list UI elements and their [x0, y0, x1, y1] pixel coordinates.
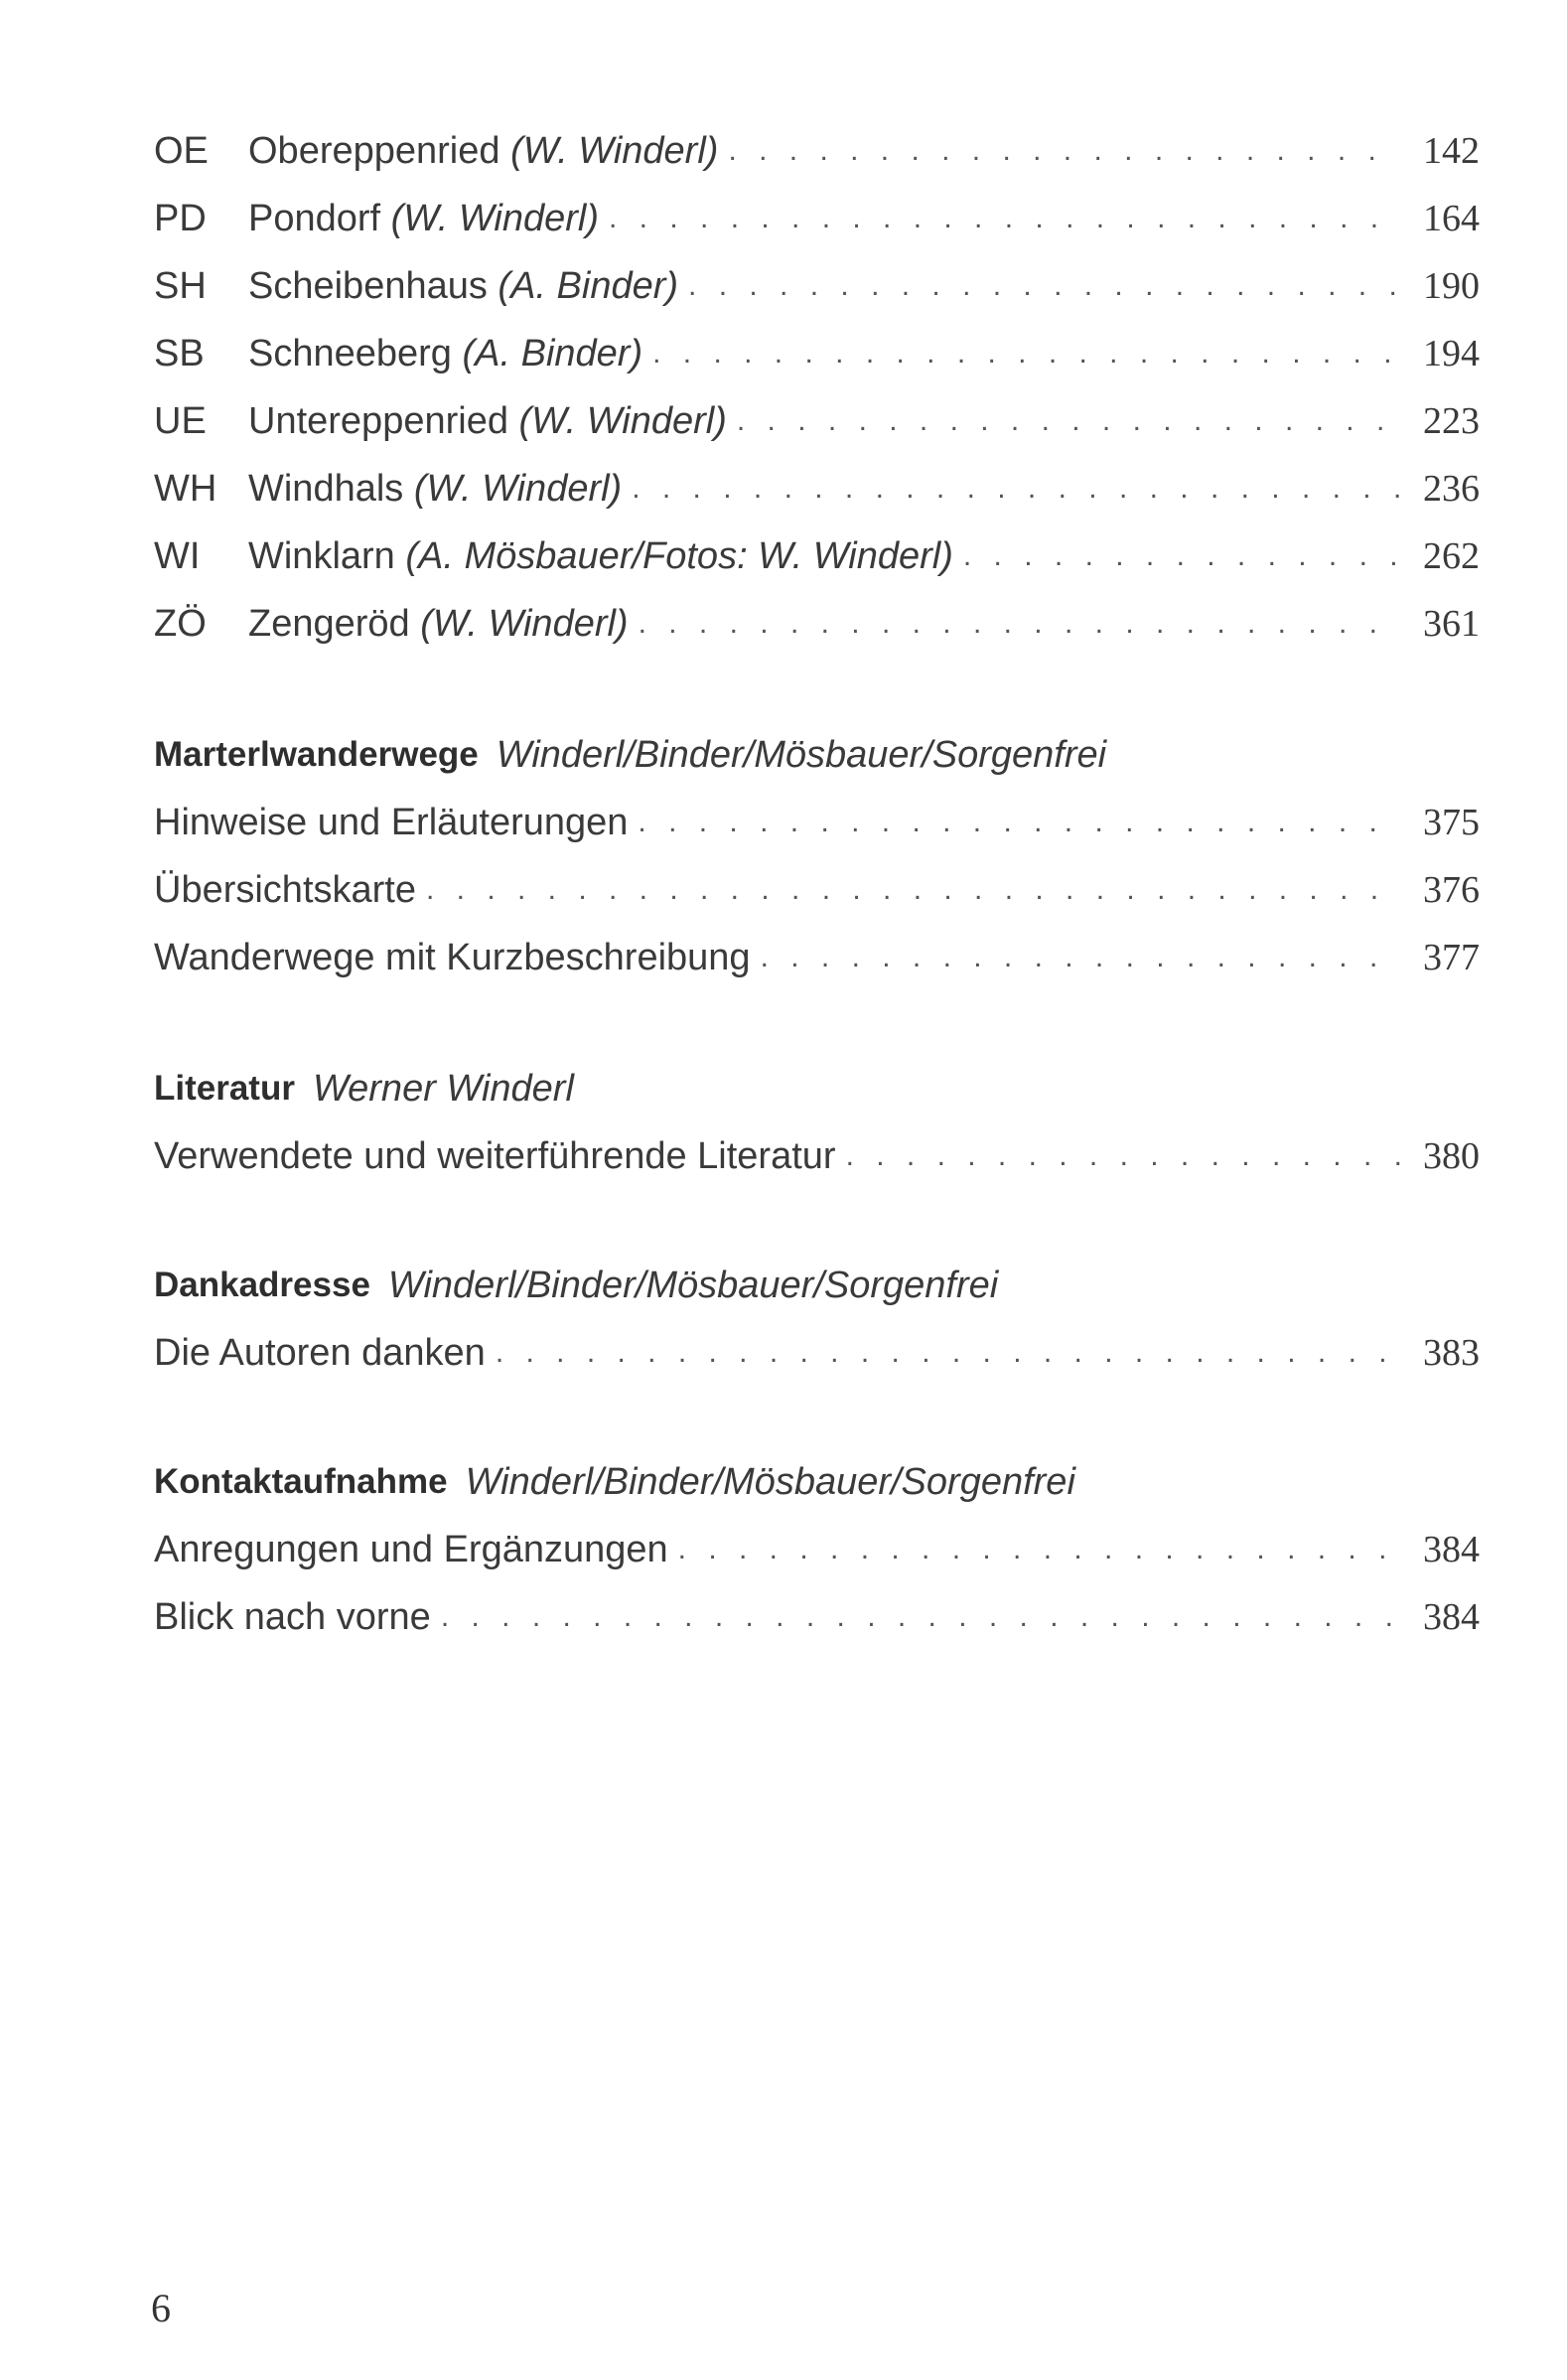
entry-page-number: 194 — [1423, 333, 1480, 374]
toc-entry-autoren-danken[interactable] — [154, 1319, 1480, 1375]
toc-entry-anregungen[interactable] — [154, 1516, 1480, 1571]
entry-place-name: Pondorf — [248, 198, 381, 239]
entry-author: (W. Winderl) — [420, 603, 629, 645]
toc-entry-obereppenried[interactable] — [154, 117, 1480, 173]
toc-entry-scheibenhaus[interactable] — [154, 252, 1480, 308]
entry-page-number: 142 — [1423, 130, 1480, 172]
dot-leader — [441, 1595, 1400, 1639]
entry-title: Übersichtskarte — [154, 869, 416, 911]
entry-place-name: Obereppenried — [248, 130, 500, 172]
toc-entry-schneeberg[interactable] — [154, 320, 1480, 375]
toc-entry-literatur[interactable] — [154, 1122, 1480, 1178]
toc-entry-windhals[interactable] — [154, 455, 1480, 511]
entry-abbreviation: SH — [154, 265, 207, 307]
entry-place-name: Untereppenried — [248, 400, 508, 442]
toc-entry-zengeroed[interactable] — [154, 590, 1480, 646]
entry-author: (W. Winderl) — [518, 400, 727, 442]
toc-entry-wanderwege[interactable] — [154, 924, 1480, 979]
section-title: Literatur — [154, 1069, 295, 1108]
entry-title: Wanderwege mit Kurzbeschreibung — [154, 937, 751, 978]
entry-title — [248, 332, 642, 375]
entry-abbreviation: OE — [154, 130, 209, 172]
dot-leader — [728, 129, 1400, 173]
section-title: Marterlwanderwege — [154, 735, 479, 774]
entry-author: (A. Binder) — [462, 333, 643, 374]
section-title: Kontaktaufnahme — [154, 1462, 448, 1501]
entry-title: Blick nach vorne — [154, 1596, 431, 1638]
dot-leader — [963, 534, 1400, 578]
entry-author: (W. Winderl) — [390, 198, 600, 239]
entry-author: (A. Mösbauer/Fotos: W. Winderl) — [405, 535, 953, 577]
dot-leader — [639, 602, 1400, 646]
entry-abbreviation: WI — [154, 535, 201, 577]
section-authors: Winderl/Binder/Mösbauer/Sorgenfrei — [465, 1461, 1075, 1503]
entry-page-number: 223 — [1423, 400, 1480, 442]
entry-title — [248, 129, 718, 173]
section-authors: Winderl/Binder/Mösbauer/Sorgenfrei — [387, 1264, 999, 1306]
dot-leader — [426, 868, 1400, 912]
entry-place-name: Windhals — [248, 468, 404, 510]
entry-abbreviation: SB — [154, 333, 205, 374]
toc-entry-untereppenried[interactable] — [154, 387, 1480, 443]
section-heading-literatur — [154, 1055, 1480, 1111]
entry-place-name: Schneeberg — [248, 333, 452, 374]
entry-page-number: 164 — [1423, 198, 1480, 239]
toc-entry-winklarn[interactable] — [154, 522, 1480, 578]
toc-entry-uebersichtskarte[interactable] — [154, 856, 1480, 912]
dot-leader — [652, 332, 1400, 375]
entry-page-number: 383 — [1423, 1332, 1480, 1374]
dot-leader — [846, 1134, 1400, 1178]
entry-abbreviation: PD — [154, 198, 207, 239]
section-authors: Winderl/Binder/Mösbauer/Sorgenfrei — [496, 734, 1107, 776]
entry-abbreviation: WH — [154, 468, 217, 510]
entry-title: Verwendete und weiterführende Literatur — [154, 1135, 836, 1177]
entry-title — [248, 197, 599, 240]
dot-leader — [496, 1331, 1400, 1375]
entry-title — [248, 399, 727, 443]
entry-page-number: 380 — [1423, 1135, 1480, 1177]
entry-title: Die Autoren danken — [154, 1332, 486, 1374]
section-heading-dankadresse — [154, 1252, 1480, 1307]
entry-author: (W. Winderl) — [510, 130, 719, 172]
entry-title — [248, 602, 629, 646]
entry-page-number: 377 — [1423, 937, 1480, 978]
entry-title: Anregungen und Ergänzungen — [154, 1529, 668, 1570]
dot-leader — [761, 936, 1400, 979]
dot-leader — [638, 801, 1400, 844]
entry-title — [248, 264, 678, 308]
dot-leader — [609, 197, 1400, 240]
entry-place-name: Winklarn — [248, 535, 395, 577]
toc-entry-blick-nach-vorne[interactable] — [154, 1583, 1480, 1639]
entry-title — [248, 534, 953, 578]
entry-page-number: 262 — [1423, 535, 1480, 577]
toc-entry-hinweise[interactable] — [154, 789, 1480, 844]
section-heading-kontaktaufnahme — [154, 1448, 1480, 1504]
entry-author: (A. Binder) — [498, 265, 679, 307]
section-heading-marterlwanderwege — [154, 721, 1480, 777]
dot-leader — [688, 264, 1400, 308]
entry-page-number: 361 — [1423, 603, 1480, 645]
entry-page-number: 375 — [1423, 802, 1480, 843]
toc-entry-pondorf[interactable] — [154, 185, 1480, 240]
entry-page-number: 376 — [1423, 869, 1480, 911]
entry-title — [248, 467, 622, 511]
entry-page-number: 190 — [1423, 265, 1480, 307]
entry-page-number: 384 — [1423, 1596, 1480, 1638]
entry-page-number: 236 — [1423, 468, 1480, 510]
entry-title: Hinweise und Erläuterungen — [154, 802, 629, 843]
dot-leader — [737, 399, 1400, 443]
entry-place-name: Scheibenhaus — [248, 265, 488, 307]
entry-abbreviation: ZÖ — [154, 603, 207, 645]
entry-author: (W. Winderl) — [413, 468, 623, 510]
entry-place-name: Zengeröd — [248, 603, 410, 645]
dot-leader — [678, 1528, 1400, 1571]
entry-page-number: 384 — [1423, 1529, 1480, 1570]
page-folio-number: 6 — [151, 2286, 171, 2330]
section-title: Dankadresse — [154, 1265, 370, 1304]
entry-abbreviation: UE — [154, 400, 207, 442]
section-authors: Werner Winderl — [312, 1068, 574, 1110]
dot-leader — [632, 467, 1400, 511]
